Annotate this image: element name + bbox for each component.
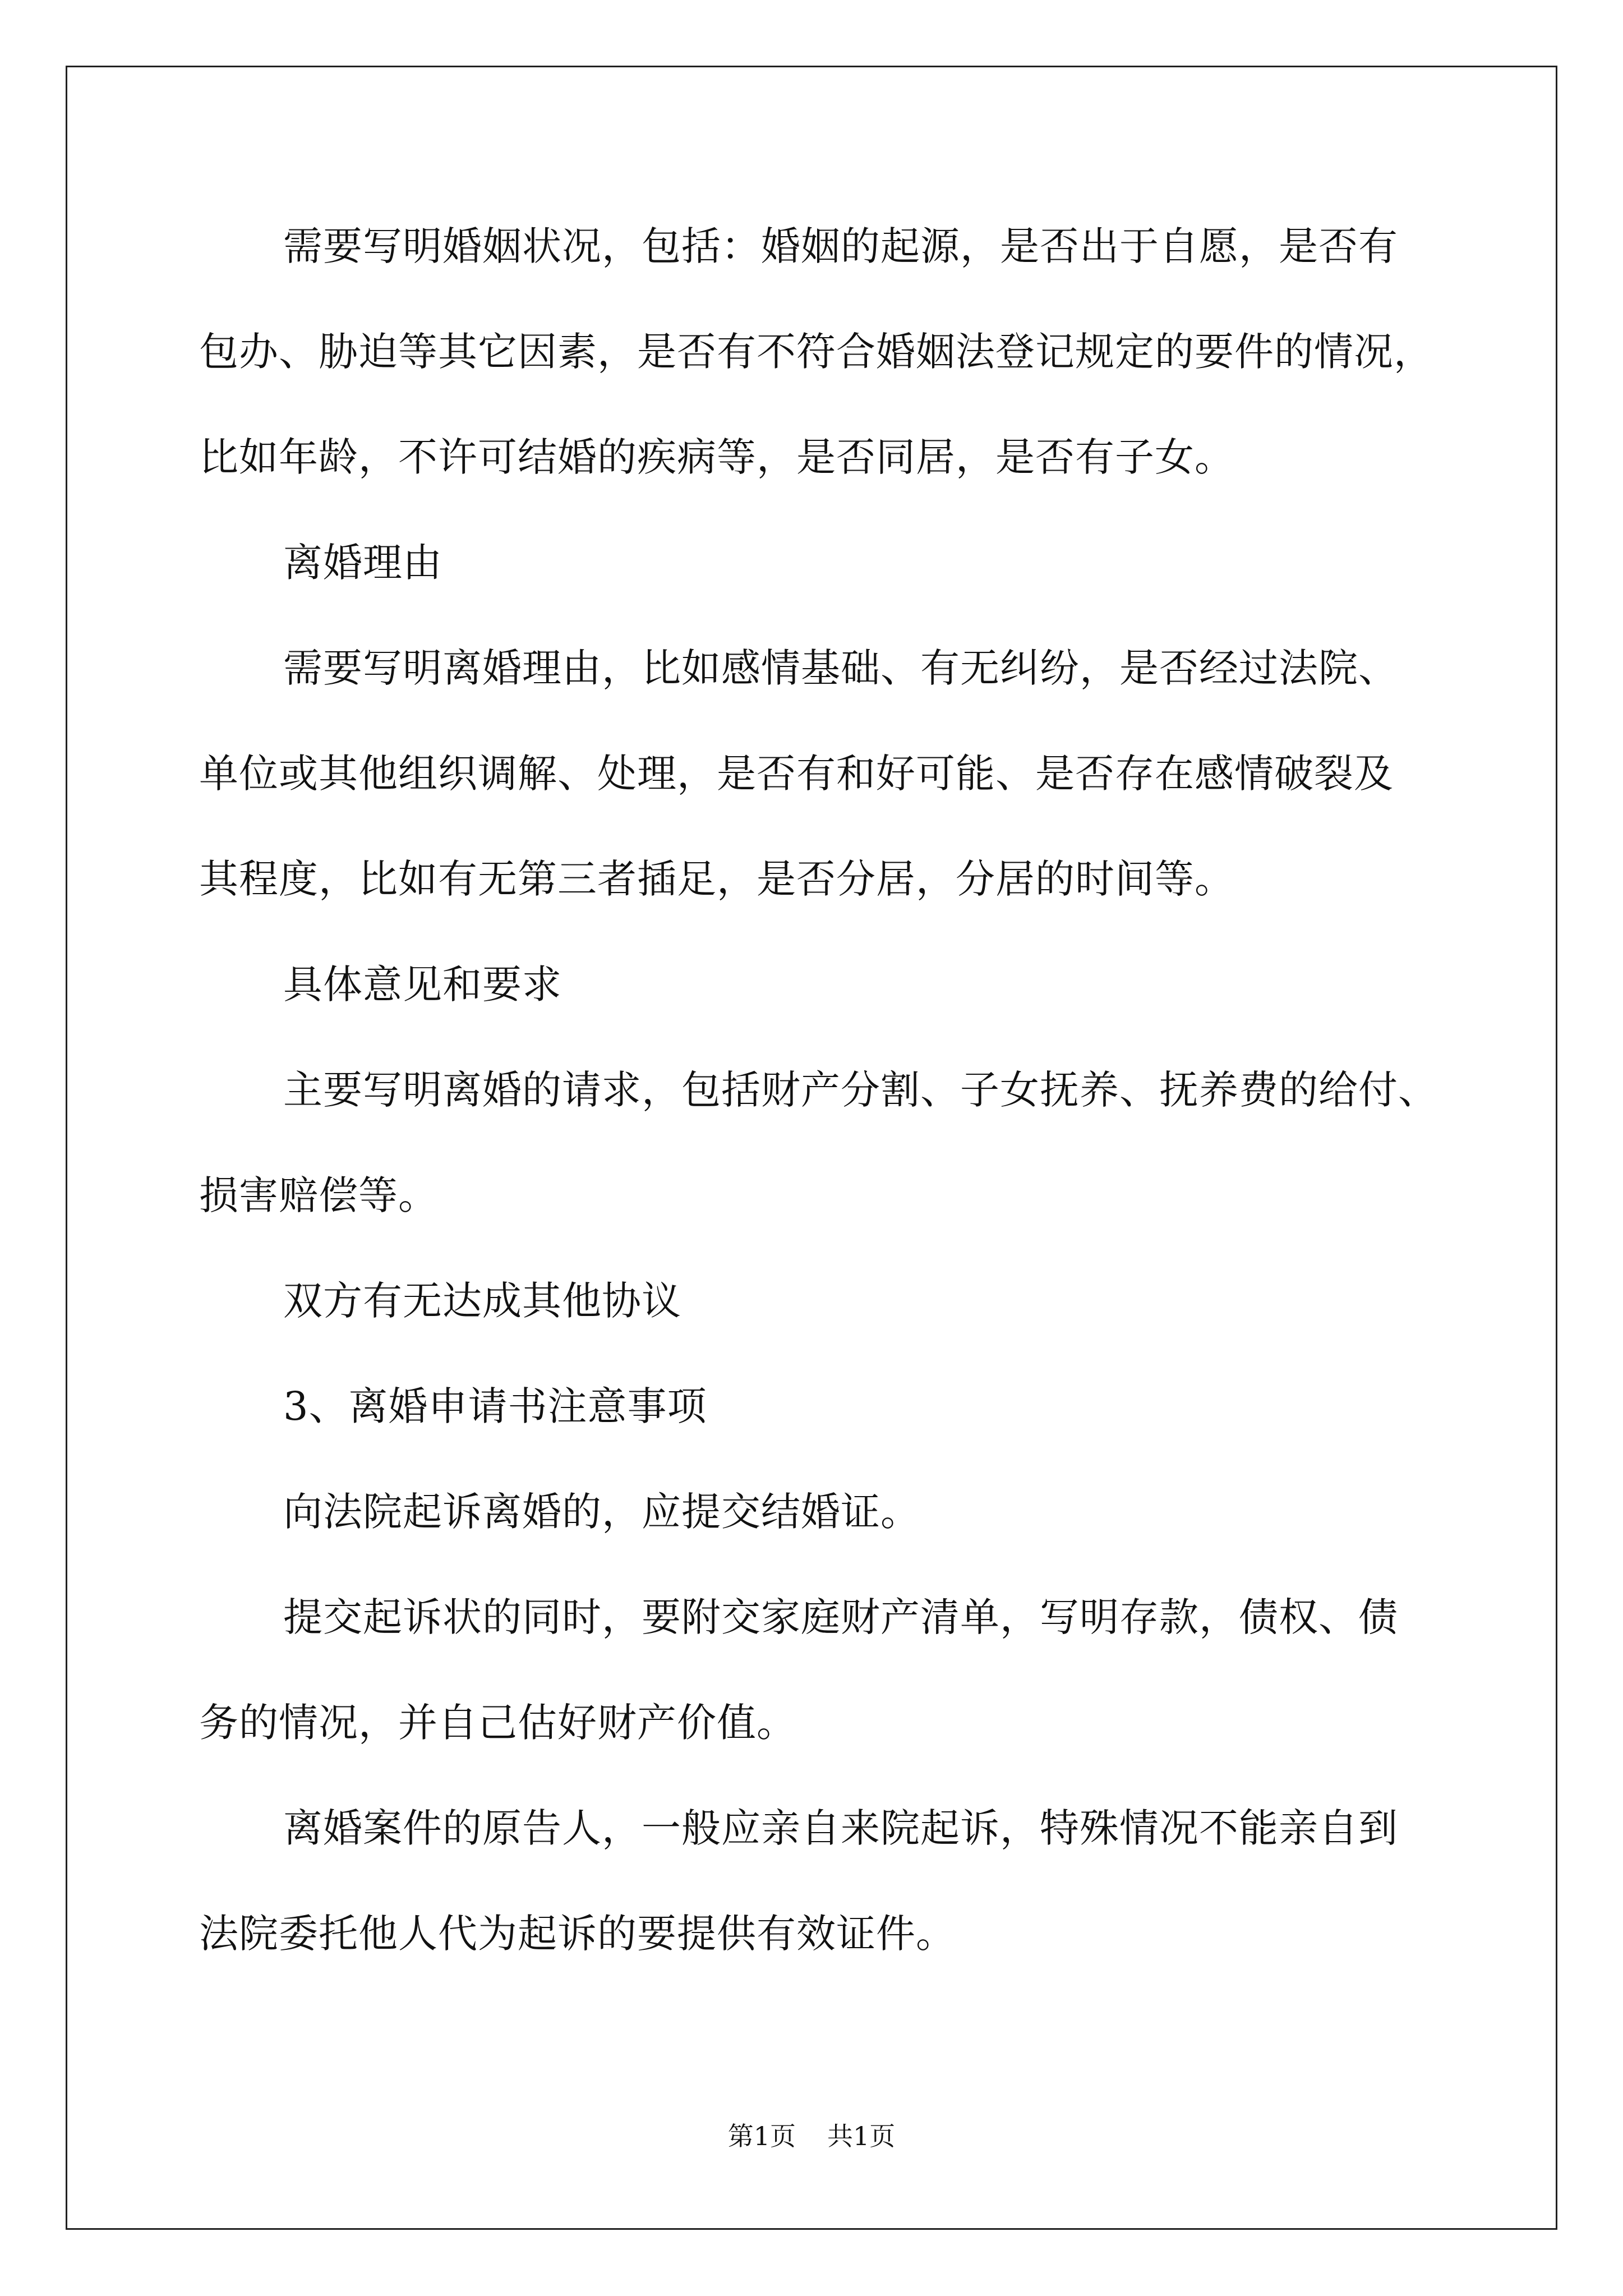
document-body	[199, 194, 1455, 1986]
paragraph-line: 需要写明婚姻状况，包括：婚姻的起源，是否出于自愿，是否有	[283, 223, 1398, 269]
paragraph-line: 包办、胁迫等其它因素，是否有不符合婚姻法登记规定的要件的情况，	[199, 329, 1433, 375]
page-number: 第1页	[727, 2121, 796, 2151]
paragraph-line: 损害赔偿等。	[199, 1172, 438, 1218]
page-footer	[0, 2119, 1623, 2153]
section-heading: 具体意见和要求	[283, 961, 562, 1007]
page-total: 共1页	[827, 2121, 896, 2151]
paragraph-line: 法院委托他人代为起诉的要提供有效证件。	[199, 1911, 956, 1957]
paragraph-line: 单位或其他组织调解、处理，是否有和好可能、是否存在感情破裂及	[199, 751, 1394, 797]
paragraph-line: 向法院起诉离婚的，应提交结婚证。	[283, 1489, 920, 1535]
section-heading: 3、离婚申请书注意事项	[283, 1383, 707, 1429]
paragraph-line: 比如年龄，不许可结婚的疾病等，是否同居，是否有子女。	[199, 434, 1234, 480]
paragraph-line: 其程度，比如有无第三者插足，是否分居，分居的时间等。	[199, 856, 1234, 902]
section-heading: 离婚理由	[283, 540, 442, 586]
paragraph-line: 提交起诉状的同时，要附交家庭财产清单，写明存款，债权、债	[283, 1594, 1398, 1640]
paragraph-line: 务的情况，并自己估好财产价值。	[199, 1700, 796, 1746]
paragraph-line: 离婚案件的原告人，一般应亲自来院起诉，特殊情况不能亲自到	[283, 1805, 1398, 1851]
paragraph-line: 需要写明离婚理由，比如感情基础、有无纠纷，是否经过法院、	[283, 645, 1398, 691]
paragraph-line: 主要写明离婚的请求，包括财产分割、子女抚养、抚养费的给付、	[283, 1067, 1438, 1113]
section-heading: 双方有无达成其他协议	[283, 1278, 681, 1324]
